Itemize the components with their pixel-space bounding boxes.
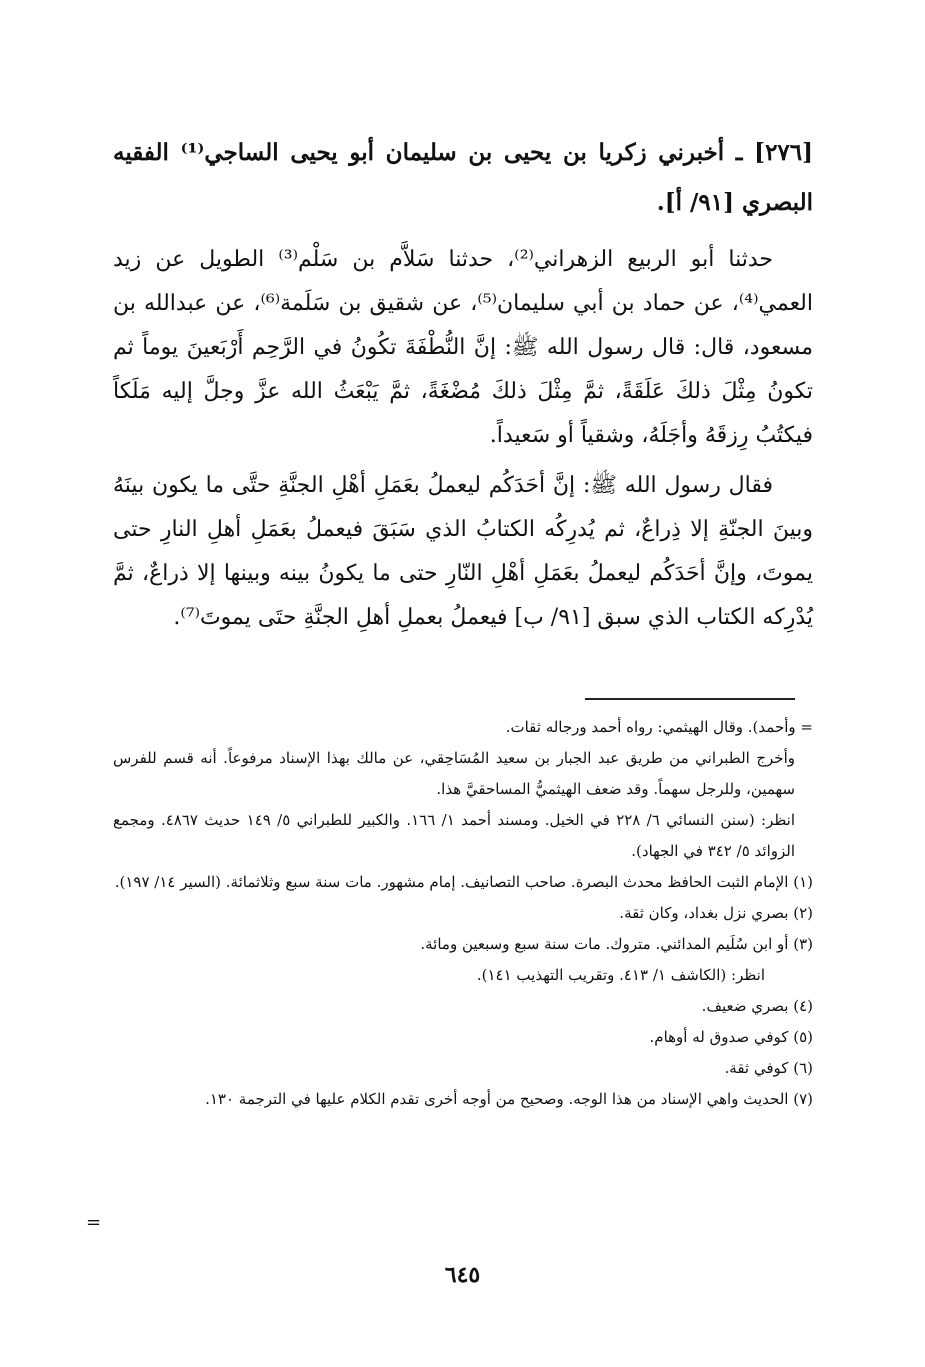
footnote-text: الإمام الثبت الحافظ محدث البصرة. صاحب التصانيف. إمام مشهور. مات سنة سبع وثلاثمائة. (السير ١٤/ ١٩٧).: [114, 873, 789, 891]
footnote-7: [113, 1084, 813, 1115]
body-paragraph-1: حدثنا أبو الربيع الزهراني⁽²⁾، حدثنا سَلاَّم بن سَلْم⁽³⁾ الطويل عن زيد العمي⁽⁴⁾، عن حماد بن أبي سليمان⁽⁵⁾، عن شقيق بن سَلَمة⁽⁶⁾، عن عبدالله بن مسعود، قال: قال رسول الله ﷺ: إنَّ النُّطْفَةَ تكُونُ في الرَّحِم أَرْبَعينَ يوماً ثم تكونُ مِثْلَ ذلكَ عَلَقَةً، ثمَّ مِثْلَ ذلكَ مُضْغَةً، ثمَّ يَبْعَثُ الله عزَّ وجلَّ إليه مَلَكاً فيكتُبُ رِزقَهُ وأجَلَهُ، وشقياً أو سَعيداً.: [113, 247, 813, 448]
body-paragraph-2: فقال رسول الله ﷺ: إنَّ أحَدَكُم ليعملُ بعَمَلِ أهْلِ الجنَّةِ حتَّى ما يكون بينَهُ وبينَ الجنّةِ إلا ذِراعٌ، ثم يُدرِكُه الكتابُ الذي سَبَقَ فيعملُ بعَمَلِ أهلِ النارِ حتى يموتَ، وإنَّ أحَدَكُم ليعملُ بعَمَلِ أهْلِ النّارِ حتى ما يكونُ بينه وبينها إلا ذراعٌ، ثمَّ يُدْرِكه الكتاب الذي سبق [٩١/ ب] فيعملُ بعملِ أهلِ الجنَّةِ حتَى يموتَ⁽⁷⁾.: [113, 473, 813, 630]
footnote-5: [113, 1022, 813, 1053]
footnote-1: [113, 867, 813, 898]
footnote-number: (٧): [793, 1090, 813, 1108]
footnote-text: كوفي صدوق له أوهام.: [649, 1028, 789, 1046]
footnote-number: (٣): [793, 935, 813, 953]
entry-heading: [٢٧٦] ـ أخبرني زكريا بن يحيى بن سليمان أبو يحيى الساجي⁽¹⁾ الفقيه البصري [٩١/ أ].: [113, 139, 814, 216]
footnote-6: [113, 1053, 813, 1084]
footnote-text: كوفي ثقة.: [724, 1059, 789, 1077]
footnotes: [113, 712, 813, 1115]
continuation-marker: =: [800, 718, 813, 736]
footnote-text: بصري ضعيف.: [701, 997, 789, 1015]
footnote-continuation-line-3: انظر: (سنن النسائي ٦/ ٢٢٨ في الخيل. ومسند أحمد ١/ ١٦٦. والكبير للطبراني ٥/ ١٤٩ حديث ٤٨٦٧. ومجمع الزوائد ٥/ ٣٤٢ في الجهاد).: [113, 811, 796, 860]
footnote-separator: [585, 698, 795, 700]
footnote-continuation-line-2: وأخرج الطبراني من طريق عبد الجبار بن سعيد المُسَاحِقي، عن مالك بهذا الإسناد مرفوعاً. أنه قسم للفرس سهمين، وللرجل سهماً. وقد ضعف الهيثميُّ المساحقيَّ هذا.: [113, 749, 795, 798]
footnote-number: (٢): [793, 904, 813, 922]
footnote-3-sub: انظر: (الكاشف ١/ ٤١٣. وتقريب التهذيب ١٤١).: [476, 966, 765, 984]
continuation-text-1: وأحمد). وقال الهيثمي: رواه أحمد ورجاله ثقات.: [505, 718, 796, 736]
footnote-number: (١): [793, 873, 813, 891]
footnote-4: [113, 991, 813, 1022]
footnote-text: الحديث واهي الإسناد من هذا الوجه. وصحيح من أوجه أخرى تقدم الكلام عليها في الترجمة ١٣٠.: [205, 1090, 789, 1108]
footnote-number: (٦): [793, 1059, 813, 1077]
page-number: ٦٤٥: [444, 1262, 481, 1288]
footnote-text: بصري نزل بغداد، وكان ثقة.: [619, 904, 789, 922]
footnote-2: [113, 898, 813, 929]
footnote-end-marker: =: [86, 1212, 102, 1233]
footnote-number: (٤): [793, 997, 813, 1015]
footnote-3: [113, 929, 813, 960]
footnote-text: أو ابن سُلَيم المدائني. متروك. مات سنة سبع وسبعين ومائة.: [420, 935, 789, 953]
footnote-continuation-line-1: [113, 712, 813, 743]
hadith-body: [113, 238, 813, 646]
footnote-number: (٥): [793, 1028, 813, 1046]
